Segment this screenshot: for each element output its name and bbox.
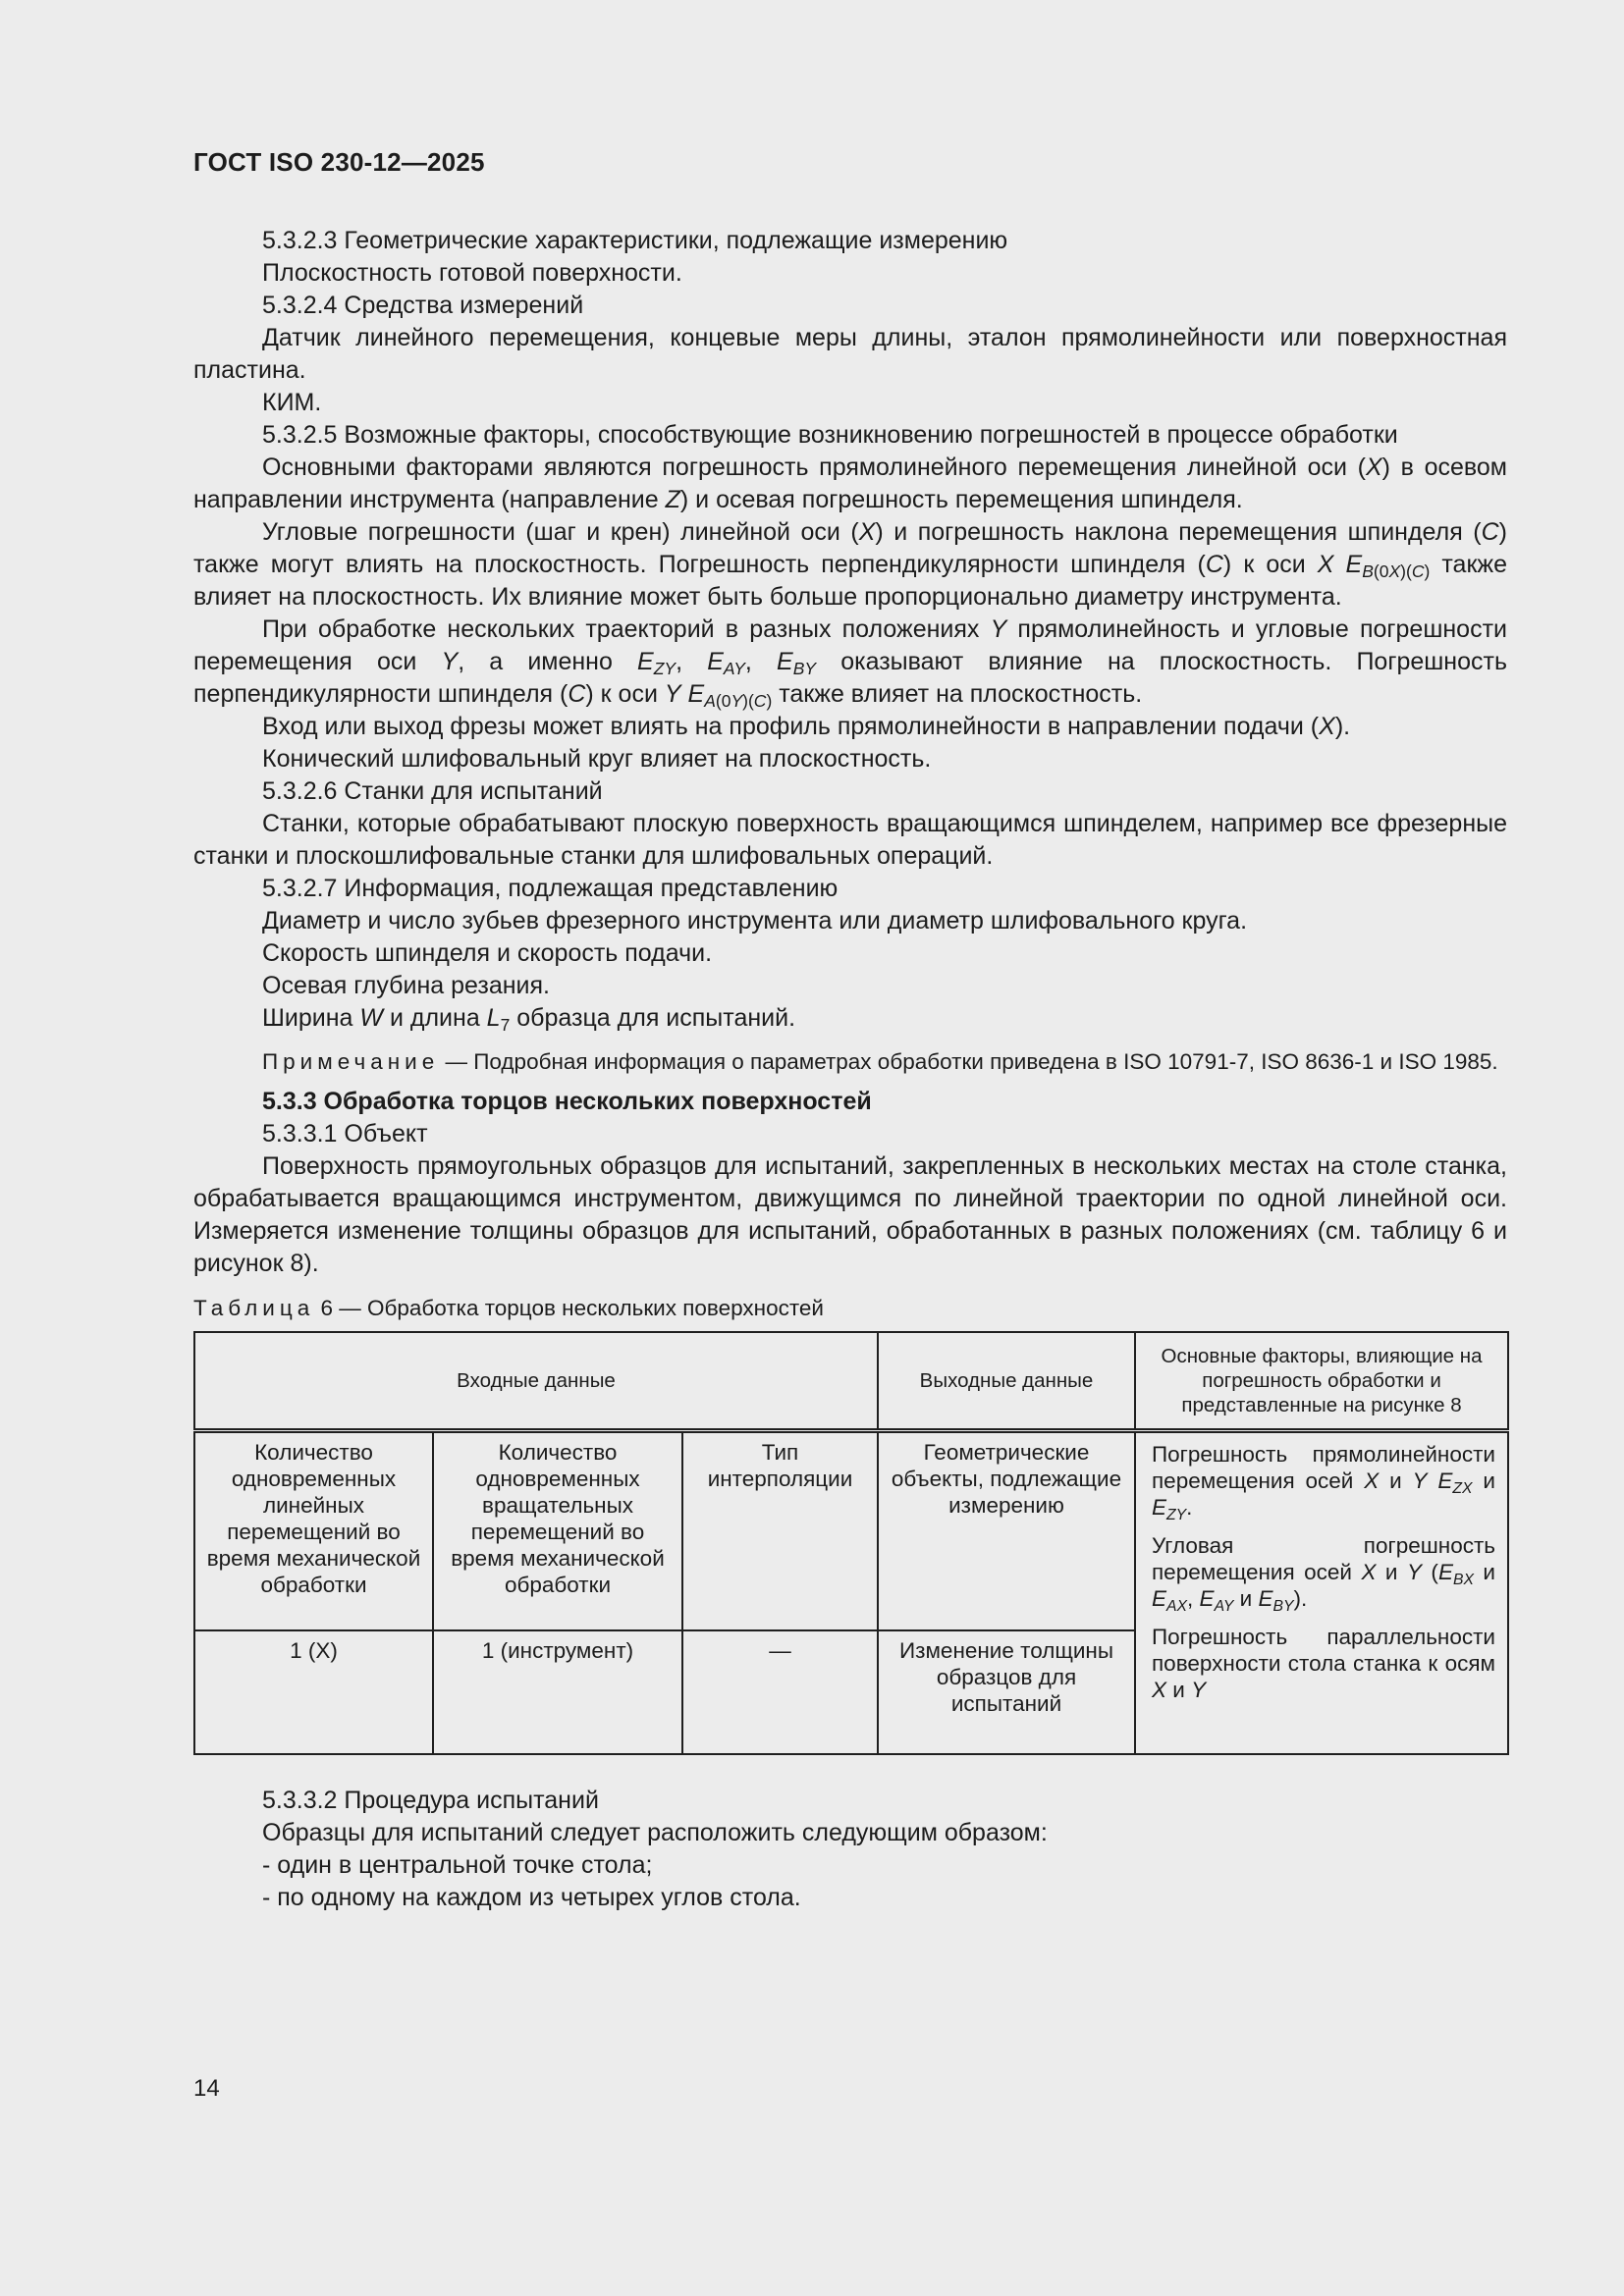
factor-item: Погрешность параллельности поверхности стола станка к осям X и Y xyxy=(1152,1625,1495,1702)
header-main-factors: Основные факторы, влияющие на погрешность обработки и представленные на рисунке 8 xyxy=(1135,1332,1508,1431)
bullet-item: - один в центральной точке стола; xyxy=(262,1851,653,1879)
section-heading-5-3-2-3: 5.3.2.3 Геометрические характеристики, подлежащие измерению xyxy=(262,227,1008,254)
paragraph: Образцы для испытаний следует расположить следующим образом: xyxy=(262,1819,1048,1846)
section-heading-5-3-2-4: 5.3.2.4 Средства измерений xyxy=(262,292,584,319)
factor-item: Погрешность прямолинейности перемещения осей X и Y $E_{ZX}$ и $E_{ZY}$. xyxy=(1152,1442,1495,1523)
table-cell: Количество одновременных вращательных перемещений во время механической обработки xyxy=(433,1431,682,1631)
paragraph: Угловые погрешности (шаг и крен) линейной оси (X) и погрешность наклона перемещения шпинделя (C) также могут влиять на плоскостность. Погрешность перпендикулярности шпинделя (C) к оси X $E_{B(0X)(C)}$ также влияет на плоскостность. Их влияние может быть больше пропорционально диаметру инструмента. xyxy=(193,518,1508,611)
paragraph: Конический шлифовальный круг влияет на плоскостность. xyxy=(262,745,932,773)
table-cell: 1 (инструмент) xyxy=(433,1630,682,1754)
document-body xyxy=(193,225,1507,1914)
section-heading-5-3-2-6: 5.3.2.6 Станки для испытаний xyxy=(262,777,603,805)
spec-table xyxy=(193,1331,1509,1755)
list-item: Скорость шпинделя и скорость подачи. xyxy=(262,939,713,967)
table-cell: Тип интерполяции xyxy=(682,1431,878,1631)
page-number: 14 xyxy=(193,2075,220,2102)
note: Примечание — Подробная информация о параметрах обработки приведена в ISO 10791-7, ISO 8636-1 и ISO 1985. xyxy=(262,1049,1498,1074)
table-cell: Геометрические объекты, подлежащие измерению xyxy=(878,1431,1135,1631)
table-header-row xyxy=(194,1332,1508,1431)
table-cell: — xyxy=(682,1630,878,1754)
list-item: Диаметр и число зубьев фрезерного инструмента или диаметр шлифовального круга. xyxy=(262,907,1248,934)
table-cell: Изменение толщины образцов для испытаний xyxy=(878,1630,1135,1754)
bullet-item: - по одному на каждом из четырех углов стола. xyxy=(262,1884,801,1911)
factors-cell xyxy=(1135,1431,1508,1755)
paragraph: Вход или выход фрезы может влиять на профиль прямолинейности в направлении подачи (X). xyxy=(262,713,1351,740)
table-cell: 1 (X) xyxy=(194,1630,433,1754)
list-item: Осевая глубина резания. xyxy=(262,972,550,999)
paragraph: КИМ. xyxy=(262,389,322,416)
section-heading-5-3-2-5: 5.3.2.5 Возможные факторы, способствующие возникновению погрешностей в процессе обработки xyxy=(262,421,1398,449)
paragraph: Основными факторами являются погрешность прямолинейного перемещения линейной оси (X) в осевом направлении инструмента (направление Z) и осевая погрешность перемещения шпинделя. xyxy=(193,454,1507,513)
section-heading-5-3-3: 5.3.3 Обработка торцов нескольких поверхностей xyxy=(262,1088,872,1115)
paragraph: Датчик линейного перемещения, концевые меры длины, эталон прямолинейности или поверхностная пластина. xyxy=(193,324,1507,384)
header-input-data: Входные данные xyxy=(194,1332,878,1431)
section-heading-5-3-3-2: 5.3.3.2 Процедура испытаний xyxy=(262,1787,599,1814)
header-output-data: Выходные данные xyxy=(878,1332,1135,1431)
paragraph: Поверхность прямоугольных образцов для испытаний, закрепленных в нескольких местах на столе станка, обрабатывается вращающимся инструментом, движущимся по линейной траектории по одной линейной оси. Измеряется изменение толщины образцов для испытаний, обработанных в разных положениях (см. таблицу 6 и рисунок 8). xyxy=(193,1152,1507,1277)
section-heading-5-3-3-1: 5.3.3.1 Объект xyxy=(262,1120,428,1148)
document-header: ГОСТ ISO 230-12—2025 xyxy=(193,147,485,177)
table-cell: Количество одновременных линейных перемещений во время механической обработки xyxy=(194,1431,433,1631)
factor-item: Угловая погрешность перемещения осей X и Y ($E_{BX}$ и $E_{AX}$, $E_{AY}$ и $E_{BY}$). xyxy=(1152,1533,1495,1615)
table-row xyxy=(194,1431,1508,1631)
list-item: Ширина W и длина $L_7$ образца для испытаний. xyxy=(262,1004,796,1035)
paragraph: Станки, которые обрабатывают плоскую поверхность вращающимся шпинделем, например все фрезерные станки и плоскошлифовальные станки для шлифовальных операций. xyxy=(193,810,1507,870)
paragraph: Плоскостность готовой поверхности. xyxy=(262,259,682,287)
section-heading-5-3-2-7: 5.3.2.7 Информация, подлежащая представлению xyxy=(262,875,839,902)
table-caption: Таблица 6 — Обработка торцов нескольких поверхностей xyxy=(193,1296,824,1320)
paragraph: При обработке нескольких траекторий в разных положениях Y прямолинейность и угловые погрешности перемещения оси Y, а именно $E_{ZY}$, $E_{AY}$, $E_{BY}$ оказывают влияние на плоскостность. Погрешность перпендикулярности шпинделя (C) к оси Y $E_{A(0Y)(C)}$ также влияет на плоскостность. xyxy=(193,615,1507,711)
